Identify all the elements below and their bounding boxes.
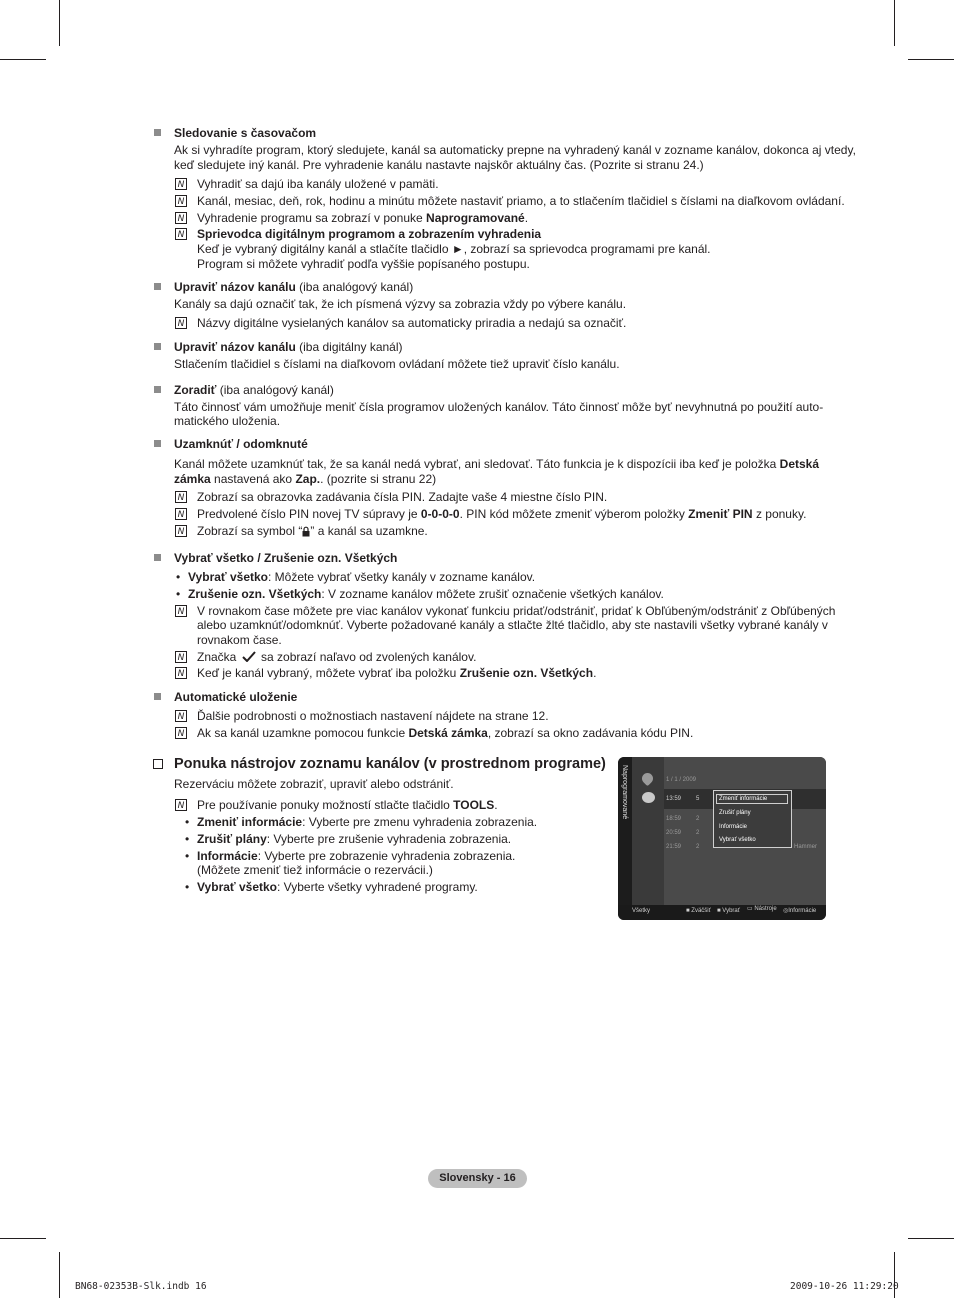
note-text: alebo uzamknúť/odomknúť. Vyberte požadované kanály a stlačte žlté tlačidlo, aby ste nastavili všetky vybrané kanály v: [197, 618, 828, 632]
section-title: Zoradiť (iba analógový kanál): [174, 383, 334, 397]
section-title: Upraviť názov kanálu (iba analógový kanál): [174, 280, 414, 294]
note-icon: N: [175, 605, 187, 617]
section-title: Sledovanie s časovačom: [174, 126, 317, 140]
note-text: rovnakom čase.: [197, 633, 282, 647]
tv-row-time: 21:59: [666, 844, 682, 850]
tv-right-text: Hammer: [794, 844, 818, 850]
tv-bottom-item: ◎Informácie: [783, 908, 817, 914]
list-item: Vybrať všetko: Vyberte všetky vyhradené programy.: [197, 880, 478, 894]
tv-side-label: Naprogramované: [621, 765, 628, 820]
tv-menu-item[interactable]: Zrušiť plány: [719, 810, 751, 816]
note-icon: N: [175, 508, 187, 520]
paragraph-line: Kanál môžete uzamknúť tak, že sa kanál nedá vybrať, ani sledovať. Táto funkcia je k dispozícii iba keď je položka Detská: [174, 457, 820, 471]
tv-row-channel: 2: [696, 844, 700, 850]
crop-mark: [59, 1252, 60, 1298]
gray-square-bullet: [154, 554, 161, 561]
paragraph-line: Kanály sa dajú označiť tak, že ich písmená výzvy sa zobrazia vždy po výbere kanálu.: [174, 297, 627, 311]
crop-mark: [0, 59, 46, 60]
note-text: Názvy digitálne vysielaných kanálov sa automaticky priradia a nedajú sa označiť.: [197, 316, 627, 330]
paragraph-line: Rezerváciu môžete zobraziť, upraviť alebo odstrániť.: [174, 777, 454, 791]
tv-date: 1 / 1 / 2009: [666, 777, 697, 783]
note-icon: N: [175, 667, 187, 679]
paragraph-line: Táto činnosť vám umožňuje meniť čísla programov uložených kanálov. Táto činnosť môže byť nevyhnutná po použití auto-: [174, 400, 824, 414]
tv-row-channel: 2: [696, 816, 700, 822]
note-icon: N: [175, 491, 187, 503]
list-item: Zrušiť plány: Vyberte pre zrušenie vyhradenia zobrazenia.: [197, 832, 512, 846]
list-item: Zmeniť informácie: Vyberte pre zmenu vyhradenia zobrazenia.: [197, 815, 538, 829]
crop-mark: [894, 0, 895, 46]
tv-menu-item[interactable]: Informácie: [719, 824, 748, 830]
note-text: Keď je kanál vybraný, môžete vybrať iba položku Zrušenie ozn. Všetkých.: [197, 666, 597, 680]
section-heading: Ponuka nástrojov zoznamu kanálov (v prostrednom programe): [174, 756, 606, 772]
crop-mark: [59, 0, 60, 46]
note-text: Ďalšie podrobnosti o možnostiach nastavení nájdete na strane 12.: [197, 709, 549, 723]
list-item: Informácie: Vyberte pre zobrazenie vyhradenia zobrazenia.: [197, 849, 516, 863]
tv-row-time: 13:59: [666, 796, 682, 802]
note-text: Predvolené číslo PIN novej TV súpravy je 0-0-0-0. PIN kód môžete zmeniť výberom položky Zmeniť PIN z ponuky.: [197, 507, 807, 521]
note-text: Vyhradenie programu sa zobrazí v ponuke Naprogramované.: [197, 211, 529, 225]
bullet-dot: •: [185, 815, 190, 829]
tv-menu-item[interactable]: Vybrať všetko: [719, 837, 756, 843]
tv-bottom-item: ■ Vybrať: [717, 908, 740, 914]
list-item: Vybrať všetko: Môžete vybrať všetky kanály v zozname kanálov.: [188, 570, 536, 584]
bullet-dot: •: [176, 587, 181, 601]
gray-square-bullet: [154, 129, 161, 136]
tv-bottom-item: ▭ Nástroje: [747, 906, 777, 912]
note-text: Program si môžete vyhradiť podľa vyššie popísaného postupu.: [197, 257, 530, 271]
note-text: Ak sa kanál uzamkne pomocou funkcie Detská zámka, zobrazí sa okno zadávania kódu PIN.: [197, 726, 694, 740]
clock-icon: [642, 792, 655, 803]
checkbox-square-icon: [153, 759, 163, 769]
page-number-badge: Slovensky - 16: [428, 1169, 527, 1188]
tv-row-channel: 5: [696, 796, 700, 802]
note-text: Pre používanie ponuky možností stlačte tlačidlo TOOLS.: [197, 798, 498, 812]
tv-row-time: 20:59: [666, 830, 682, 836]
note-icon: N: [175, 178, 187, 190]
tv-bottom-item: ■ Zväčšiť: [686, 908, 711, 914]
tv-tools-menu: [713, 790, 792, 848]
note-text: Kanál, mesiac, deň, rok, hodinu a minútu môžete nastaviť priamo, a to stlačením tlačidiel s číslami na diaľkovom ovládaní.: [197, 194, 845, 208]
note-icon: N: [175, 195, 187, 207]
note-text: V rovnakom čase môžete pre viac kanálov vykonať funkciu pridať/odstrániť, pridať k Obľúbeným/odstrániť z Obľúbených: [197, 604, 836, 618]
print-date-info: 2009-10-26 11:29:20: [790, 1281, 899, 1292]
tv-screenshot: [618, 757, 826, 920]
tv-row-channel: 2: [696, 830, 700, 836]
list-item: Zrušenie ozn. Všetkých: V zozname kanálov môžete zrušiť označenie všetkých kanálov.: [188, 587, 664, 601]
note-icon: N: [175, 525, 187, 537]
list-item-continuation: (Môžete zmeniť tiež informácie o rezervácii.): [197, 863, 433, 877]
note-text: Zobrazí sa symbol “ ” a kanál sa uzamkne.: [197, 524, 428, 538]
note-subtitle: Sprievodca digitálnym programom a zobrazením vyhradenia: [197, 227, 542, 241]
tv-row-time: 18:59: [666, 816, 682, 822]
section-title: Automatické uloženie: [174, 690, 298, 704]
note-text: Značka sa zobrazí naľavo od zvolených kanálov.: [197, 650, 477, 664]
check-icon: [242, 651, 256, 662]
tv-bottom-left: Všetky: [632, 908, 651, 914]
note-text: Vyhradiť sa dajú iba kanály uložené v pamäti.: [197, 177, 439, 191]
note-icon: N: [175, 228, 187, 240]
paragraph-line: Ak si vyhradíte program, ktorý sledujete, kanál sa automaticky prepne na vyhradený kanál v zozname kanálov, dokonca aj vtedy,: [174, 143, 856, 157]
tv-menu-item[interactable]: Zmeniť informácie: [719, 796, 768, 802]
bullet-dot: •: [176, 570, 181, 584]
section-title: Upraviť názov kanálu (iba digitálny kanál): [174, 340, 403, 354]
note-icon: N: [175, 212, 187, 224]
bullet-dot: •: [185, 832, 190, 846]
gray-square-bullet: [154, 693, 161, 700]
crop-mark: [908, 1238, 954, 1239]
note-icon: N: [175, 651, 187, 663]
note-icon: N: [175, 799, 187, 811]
gray-square-bullet: [154, 386, 161, 393]
section-title: Uzamknúť / odomknuté: [174, 437, 308, 451]
paragraph-line: matického uloženia.: [174, 414, 281, 428]
bullet-dot: •: [185, 849, 190, 863]
paragraph-line: Stlačením tlačidiel s číslami na diaľkovom ovládaní môžete tiež upraviť číslo kanálu.: [174, 357, 620, 371]
note-text: Keď je vybraný digitálny kanál a stlačíte tlačidlo ►, zobrazí sa sprievodca programami pre kanál.: [197, 242, 711, 256]
paragraph-line: zámka nastavená ako Zap.. (pozrite si stranu 22): [174, 472, 437, 486]
gray-square-bullet: [154, 440, 161, 447]
note-icon: N: [175, 317, 187, 329]
gray-square-bullet: [154, 283, 161, 290]
crop-mark: [0, 1238, 46, 1239]
bullet-dot: •: [185, 880, 190, 894]
section-title: Vybrať všetko / Zrušenie ozn. Všetkých: [174, 551, 398, 565]
note-icon: N: [175, 710, 187, 722]
crop-mark: [908, 59, 954, 60]
note-text: Zobrazí sa obrazovka zadávania čísla PIN. Zadajte vaše 4 miestne číslo PIN.: [197, 490, 608, 504]
gray-square-bullet: [154, 343, 161, 350]
note-icon: N: [175, 727, 187, 739]
print-file-info: BN68-02353B-Slk.indb 16: [75, 1281, 207, 1292]
paragraph-line: keď sledujete iný kanál. Pre vyhradenie kanálu nastavte najskôr aktuálny čas. (Pozrite si stranu 24.): [174, 158, 704, 172]
